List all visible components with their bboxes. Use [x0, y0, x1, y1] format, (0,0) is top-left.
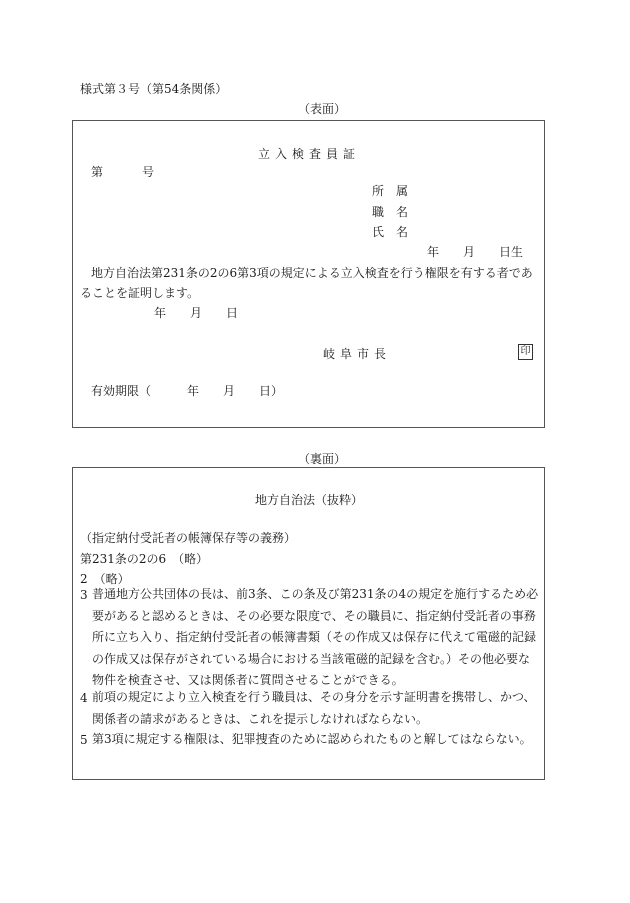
item-2: 2 （略） [80, 572, 130, 586]
back-caption: （裏面） [298, 452, 347, 466]
item-3-text: 普通地方公共団体の長は、前3条、この条及び第231条の4の規定を施行するため必要があると認めるときは、その必要な限度で、その職員に、指定納付受託者の事務所に立ち入り、指定納付受託者の帳簿書類（その作成又は保存に代えて電磁的記録の作成又は保存がされている場合における当該電磁的記録を含む。）その他必要な物件を検査させ、又は関係者に質問させることができる。 [92, 587, 539, 687]
statement-line-2: ることを証明します。 [80, 286, 200, 300]
issue-date: 年 月 日 [154, 306, 239, 320]
front-caption: （表面） [298, 102, 347, 116]
form-number: 様式第３号（第54条関係） [80, 82, 228, 96]
number-suffix: 号 [142, 165, 155, 179]
card-title: 立入検査員証 [258, 147, 361, 161]
item-4-text: 前項の規定により立入検査を行う職員は、その身分を示す証明書を携帯し、かつ、関係者の請求があるときは、これを提示しなければならない。 [92, 690, 536, 726]
section-heading: （指定納付受託者の帳簿保存等の義務） [80, 531, 297, 545]
article-number: 第231条の2の6 （略） [80, 552, 209, 566]
item-5-number: 5 [80, 733, 88, 747]
back-title: 地方自治法（抜粋） [255, 493, 364, 507]
name-label: 氏 名 [372, 225, 409, 239]
number-prefix: 第 [91, 165, 104, 179]
affiliation-label: 所 属 [372, 184, 409, 198]
position-label: 職 名 [372, 205, 409, 219]
item-3-number: 3 [80, 588, 88, 602]
item-4-number: 4 [80, 691, 88, 705]
birth-date: 年 月 日生 [427, 245, 524, 259]
item-5-text: 第3項に規定する権限は、犯罪捜査のために認められたものと解してはならない。 [92, 732, 532, 746]
issuer: 岐阜市長 [323, 347, 392, 361]
validity-period: 有効期限（ 年 月 日） [91, 384, 284, 398]
seal-mark: 印 [518, 344, 533, 360]
statement-line-1: 地方自治法第231条の2の6第3項の規定による立入検査を行う権限を有する者であ [91, 266, 533, 280]
